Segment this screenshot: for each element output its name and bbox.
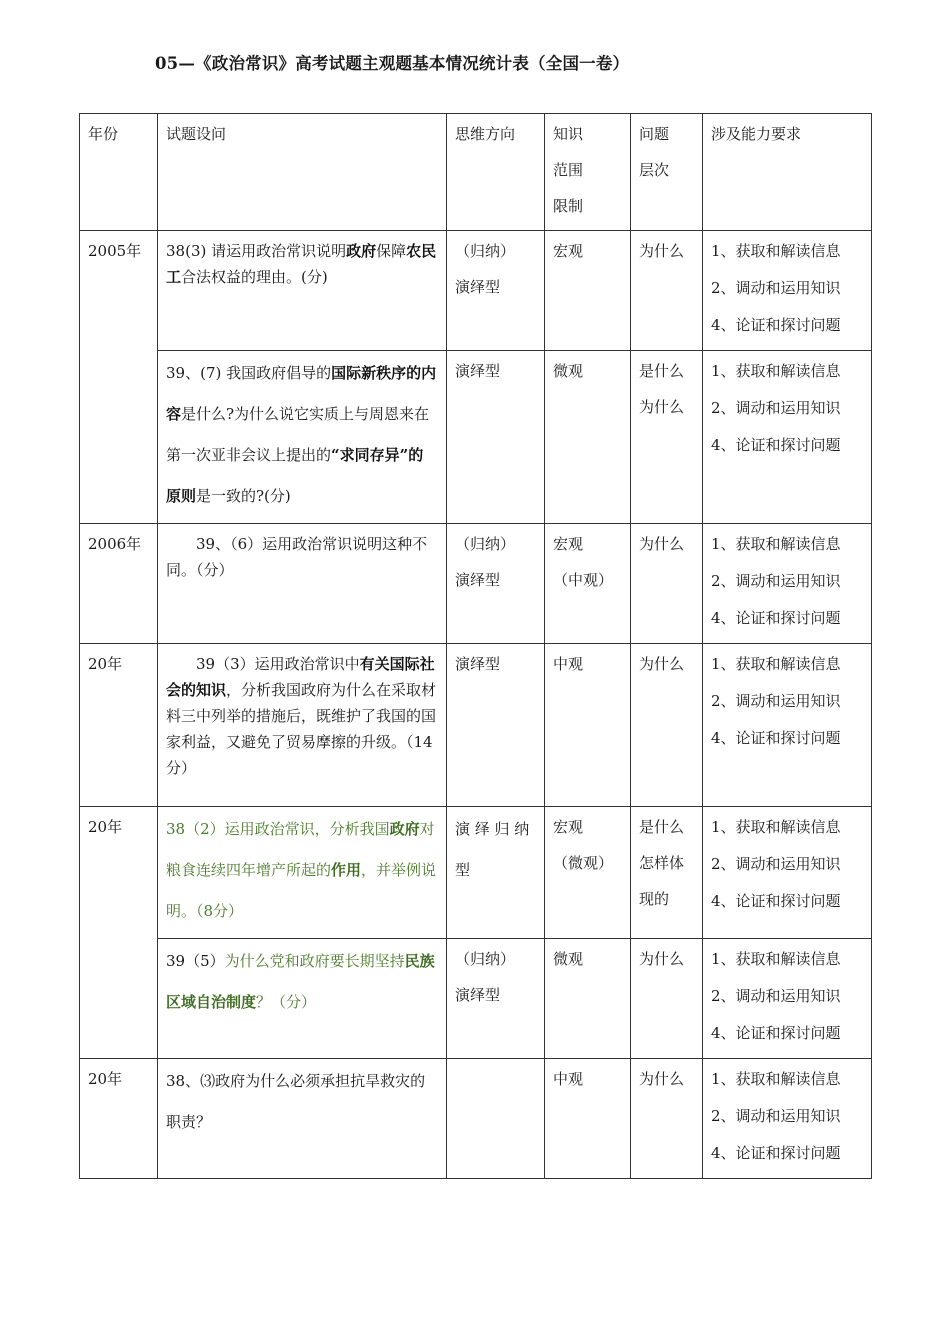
statistics-table [79, 113, 872, 1179]
header-year: 年份 [80, 114, 158, 231]
ability-cell: 1、获取和解读信息 2、调动和运用知识 4、论证和探讨问题 [703, 807, 872, 939]
thinking-cell: （归纳） 演绎型 [447, 939, 545, 1059]
scope-cell: 微观 [545, 351, 631, 524]
table-row [80, 231, 872, 351]
year-cell: 20年 [80, 807, 158, 1059]
table-row [80, 351, 872, 524]
scope-cell: 宏观 （微观） [545, 807, 631, 939]
level-cell: 为什么 [631, 1059, 703, 1179]
level-cell: 为什么 [631, 524, 703, 644]
question-cell: 38(3) 请运用政治常识说明政府保障农民工合法权益的理由。(分) [158, 231, 447, 351]
header-thinking: 思维方向 [447, 114, 545, 231]
thinking-cell: 演绎型 [447, 644, 545, 807]
thinking-cell: （归纳） 演绎型 [447, 231, 545, 351]
question-cell: 39、(7) 我国政府倡导的国际新秩序的内容是什么?为什么说它实质上与周恩来在第一次亚非会议上提出的“求同存异”的原则是一致的?(分) [158, 351, 447, 524]
thinking-cell [447, 1059, 545, 1179]
table-row [80, 1059, 872, 1179]
ability-cell: 1、获取和解读信息 2、调动和运用知识 4、论证和探讨问题 [703, 351, 872, 524]
scope-cell: 微观 [545, 939, 631, 1059]
level-cell: 是什么 怎样体 现的 [631, 807, 703, 939]
table-row [80, 644, 872, 807]
table-row [80, 524, 872, 644]
question-cell: 39（5）为什么党和政府要长期坚持民族区域自治制度？（分） [158, 939, 447, 1059]
question-cell: 38、⑶政府为什么必须承担抗旱救灾的职责？ [158, 1059, 447, 1179]
header-level: 问题 层次 [631, 114, 703, 231]
table-row [80, 807, 872, 939]
ability-cell: 1、获取和解读信息 2、调动和运用知识 4、论证和探讨问题 [703, 524, 872, 644]
level-cell: 为什么 [631, 231, 703, 351]
ability-cell: 1、获取和解读信息 2、调动和运用知识 4、论证和探讨问题 [703, 1059, 872, 1179]
header-scope: 知识 范围 限制 [545, 114, 631, 231]
question-cell: 38（2）运用政治常识，分析我国政府对粮食连续四年增产所起的作用，并举例说明。（8分） [158, 807, 447, 939]
table-header-row [80, 114, 872, 231]
year-cell: 2006年 [80, 524, 158, 644]
question-cell: 39（3）运用政治常识中有关国际社会的知识，分析我国政府为什么在采取材料三中列举的措施后，既维护了我国的国家利益，又避免了贸易摩擦的升级。（14分） [158, 644, 447, 807]
scope-cell: 宏观 （中观） [545, 524, 631, 644]
year-cell: 20年 [80, 1059, 158, 1179]
scope-cell: 中观 [545, 1059, 631, 1179]
scope-cell: 中观 [545, 644, 631, 807]
level-cell: 是什么 为什么 [631, 351, 703, 524]
thinking-cell: 演 绎 归 纳 型 [447, 807, 545, 939]
year-cell: 2005年 [80, 231, 158, 524]
question-cell: 39、（6）运用政治常识说明这种不同。（分） [158, 524, 447, 644]
level-cell: 为什么 [631, 939, 703, 1059]
scope-cell: 宏观 [545, 231, 631, 351]
ability-cell: 1、获取和解读信息 2、调动和运用知识 4、论证和探讨问题 [703, 644, 872, 807]
thinking-cell: （归纳） 演绎型 [447, 524, 545, 644]
header-ability: 涉及能力要求 [703, 114, 872, 231]
ability-cell: 1、获取和解读信息 2、调动和运用知识 4、论证和探讨问题 [703, 939, 872, 1059]
ability-cell: 1、获取和解读信息 2、调动和运用知识 4、论证和探讨问题 [703, 231, 872, 351]
page-title: 05—《政治常识》高考试题主观题基本情况统计表（全国一卷） [155, 54, 630, 73]
year-cell: 20年 [80, 644, 158, 807]
header-question: 试题设问 [158, 114, 447, 231]
table-row [80, 939, 872, 1059]
thinking-cell: 演绎型 [447, 351, 545, 524]
level-cell: 为什么 [631, 644, 703, 807]
